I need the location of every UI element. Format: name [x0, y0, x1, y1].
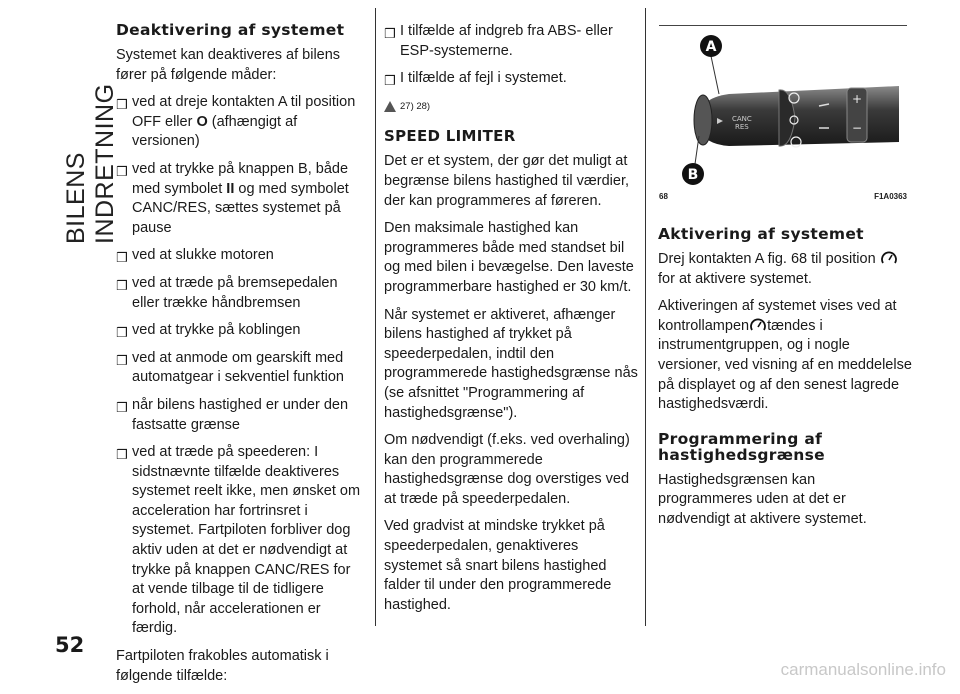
checkbox-bullet-icon: ❒ [116, 399, 128, 415]
heading-deaktivering: Deaktivering af systemet [116, 21, 345, 39]
figure-top-rule [659, 25, 907, 26]
checkbox-bullet-icon: ❒ [116, 250, 128, 266]
figure-code: F1A0363 [874, 192, 907, 201]
list-item: ❒ ved at slukke motoren [116, 246, 366, 266]
heading-aktivering: Aktivering af systemet [658, 225, 864, 243]
paragraph: Den maksimale hastighed kan programmeres både med standset bil og med bilen i bevægelse. Den laveste programmerbare hastighed er 30 km/t. [384, 220, 634, 295]
speed-limiter-lamp-icon [749, 318, 767, 332]
checkbox-bullet-icon: ❒ [116, 163, 128, 179]
checkbox-bullet-icon: ❒ [116, 277, 128, 293]
warning-reference: 27) 28) [384, 97, 639, 117]
paragraph: Fartpiloten frakobles automatisk i følgende tilfælde: [116, 648, 329, 684]
figure-caption [659, 192, 907, 201]
checkbox-bullet-icon: ❒ [116, 325, 128, 341]
paragraph: Det er et system, der gør det muligt at begrænse bilens hastighed til værdier, der kan programmeres af føreren. [384, 153, 630, 209]
section-side-title: BILENS INDRETNING [62, 83, 119, 244]
cruise-lever-figure [659, 28, 907, 206]
column-divider [645, 8, 646, 626]
checkbox-bullet-icon: ❒ [116, 97, 128, 113]
paragraph: Drej kontakten A fig. 68 til position for at aktivere systemet. [658, 250, 913, 289]
column-1 [116, 22, 366, 694]
list-item: ❒ I tilfælde af fejl i systemet. [384, 69, 639, 89]
list-item: ❒ ved at dreje kontakten A til position OFF eller O (afhængigt af versionen) [116, 94, 356, 150]
canc-text: CANC [732, 115, 752, 123]
svg-text:+: + [851, 92, 863, 106]
lever-tip [694, 95, 712, 145]
paragraph: Hastighedsgrænsen kan programmeres uden at det er nødvendigt at aktivere systemet. [658, 471, 867, 527]
heading-programmering: Programmering af hastighedsgrænse [658, 429, 825, 464]
list-item: ❒ ved at trykke på koblingen [116, 321, 366, 341]
speed-limiter-symbol-icon [880, 251, 898, 265]
list-item: ❒ ved at trykke på knappen B, både med symbolet II og med symbolet CANC/RES, sættes systemet på pause [116, 160, 349, 236]
page-number: 52 [55, 633, 85, 657]
label-a: A [705, 39, 717, 55]
watermark: carmanualsonline.info [780, 660, 946, 679]
list-item: ❒ ved at træde på speederen: I sidstnævnte tilfælde deaktiveres systemet reelt ikke, men ønsket om acceleration har fortrinsret i systemet. Fartpiloten forbliver dog aktiv uden at det er nødvendigt at trykke på knappen CANC/RES for at vende tilbage til de tidligere forhold, når accelerationen er færdig. [116, 444, 361, 637]
svg-text:−: − [851, 121, 863, 135]
column-divider [375, 8, 376, 626]
checkbox-bullet-icon: ❒ [384, 73, 396, 89]
list-item: ❒ når bilens hastighed er under den fastsatte grænse [116, 396, 349, 433]
checkbox-bullet-icon: ❒ [116, 447, 128, 463]
warning-triangle-icon [384, 101, 396, 112]
label-b: B [687, 167, 699, 183]
heading-speed-limiter: SPEED LIMITER [384, 127, 516, 146]
checkbox-bullet-icon: ❒ [116, 352, 128, 368]
paragraph: Ved gradvist at mindske trykket på speederpedalen, genaktiveres systemet så snart bilens hastighed falder til under den programmerede hastighed. [384, 518, 612, 613]
paragraph: Aktiveringen af systemet vises ved at kontrollampen tændes i instrumentgruppen, og i nogle versioner, ved visning af en meddelelse på displayet og af den senest lagrede hastighedsværdi. [658, 298, 912, 413]
figure-number: 68 [659, 192, 668, 201]
paragraph: Om nødvendigt (f.eks. ved overhaling) kan den programmerede hastighedsgrænse dog overstiges ved at træde på speederpedalen. [384, 432, 630, 507]
list-item: ❒ I tilfælde af indgreb fra ABS- eller ESP-systemerne. [384, 23, 613, 59]
paragraph: Når systemet er aktiveret, afhænger bilens hastighed af trykket på speederpedalen, indtil den programmerede hastighedsgrænse nås (se afsnittet "Programmering af hastighedsgrænse"). [384, 306, 638, 421]
res-text: RES [735, 123, 749, 131]
column-2 [384, 22, 639, 623]
paragraph: Systemet kan deaktiveres af bilens fører på følgende måder: [116, 47, 341, 83]
column-3 [658, 226, 913, 538]
list-item: ❒ ved at anmode om gearskift med automatgear i sekventiel funktion [116, 349, 344, 386]
checkbox-bullet-icon: ❒ [384, 26, 396, 41]
list-item: ❒ ved at træde på bremsepedalen eller trække håndbremsen [116, 274, 338, 311]
